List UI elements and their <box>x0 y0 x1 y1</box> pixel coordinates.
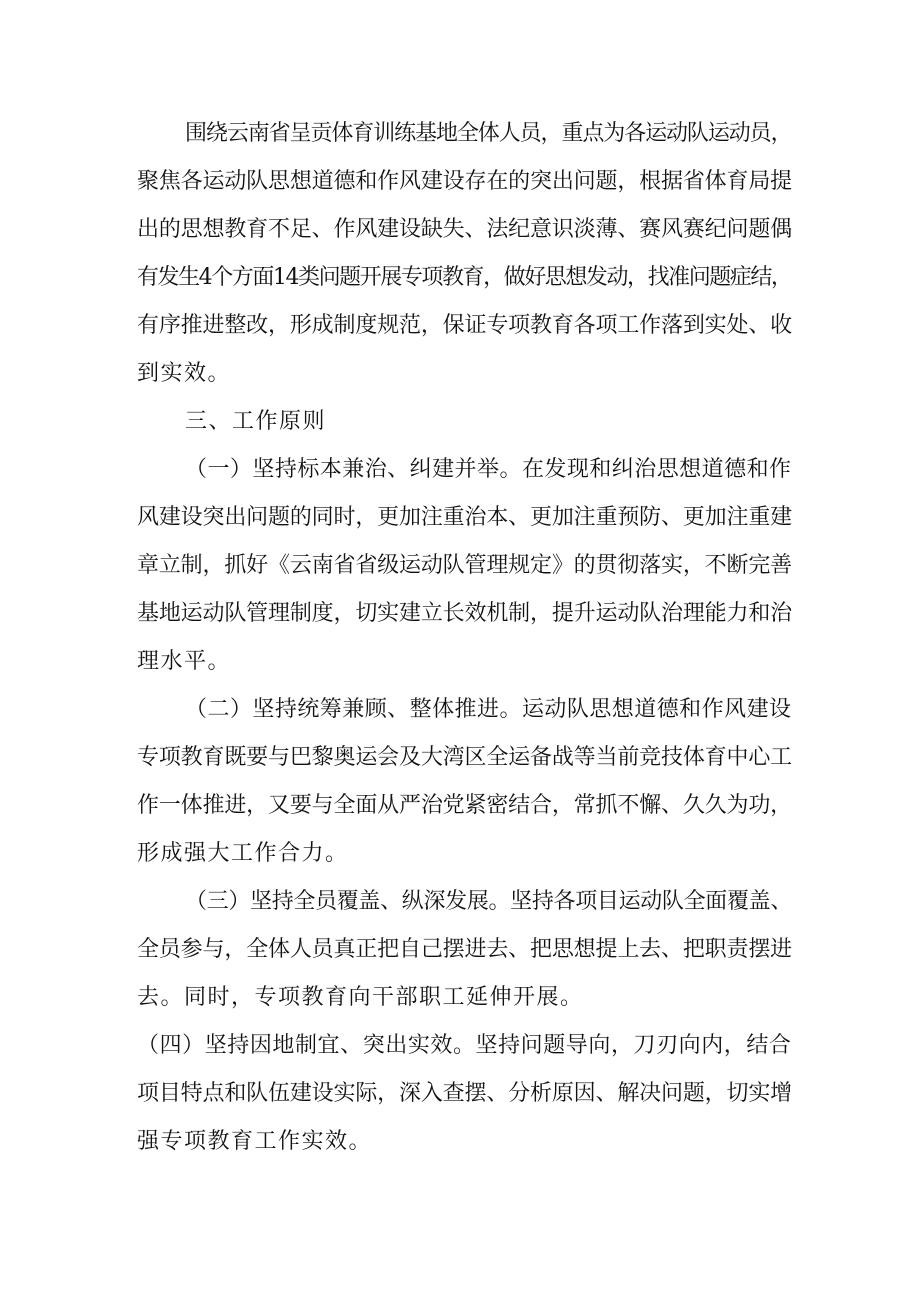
principle-4-line: （四）坚持因地制宜、突出实效。坚持问题导向，刀刃向内，结合 <box>137 1033 792 1058</box>
principle-1-line: 风建设突出问题的同时，更加注重治本、更加注重预防、更加注重建 <box>137 505 793 530</box>
principle-1-line: 理水平。 <box>137 649 232 674</box>
intro-line: 到实效。 <box>137 361 232 386</box>
principle-3-line: 全员参与，全体人员真正把自己摆进去、把思想提上去、把职责摆进 <box>137 937 793 962</box>
intro-line: 出的思想教育不足、作风建设缺失、法纪意识淡薄、赛风赛纪问题偶 <box>137 217 793 242</box>
intro-line: 有发生4个方面14类问题开展专项教育，做好思想发动，找准问题症结， <box>137 265 792 290</box>
principle-4-line: 强专项教育工作实效。 <box>137 1129 373 1154</box>
principle-3-line: 去。同时，专项教育向干部职工延伸开展。 <box>137 985 584 1010</box>
section-heading: 三、工作原则 <box>185 409 327 434</box>
principle-2-line: 形成强大工作合力。 <box>137 841 349 866</box>
principle-4-line: 项目特点和队伍建设实际，深入查摆、分析原因、解决问题，切实增 <box>137 1081 793 1106</box>
principle-1-line: 章立制，抓好《云南省省级运动队管理规定》的贯彻落实，不断完善 <box>137 553 793 578</box>
intro-line: 聚焦各运动队思想道德和作风建设存在的突出问题，根据省体育局提 <box>137 169 793 194</box>
principle-3-line: （三）坚持全员覆盖、纵深发展。坚持各项目运动队全面覆盖、 <box>185 889 793 914</box>
principle-2-line: 作一体推进，又要与全面从严治党紧密结合，常抓不懈、久久为功， <box>137 793 793 818</box>
principle-1-line: （一）坚持标本兼治、纠建并举。在发现和纠治思想道德和作 <box>185 457 792 482</box>
principle-2-line: 专项教育既要与巴黎奥运会及大湾区全运备战等当前竞技体育中心工 <box>137 745 793 770</box>
principle-1-line: 基地运动队管理制度，切实建立长效机制，提升运动队治理能力和治 <box>137 601 793 626</box>
principle-2-line: （二）坚持统筹兼顾、整体推进。运动队思想道德和作风建设 <box>185 697 792 722</box>
intro-line: 围绕云南省呈贡体育训练基地全体人员，重点为各运动队运动员， <box>185 121 792 146</box>
intro-line: 有序推进整改，形成制度规范，保证专项教育各项工作落到实处、收 <box>137 313 793 338</box>
